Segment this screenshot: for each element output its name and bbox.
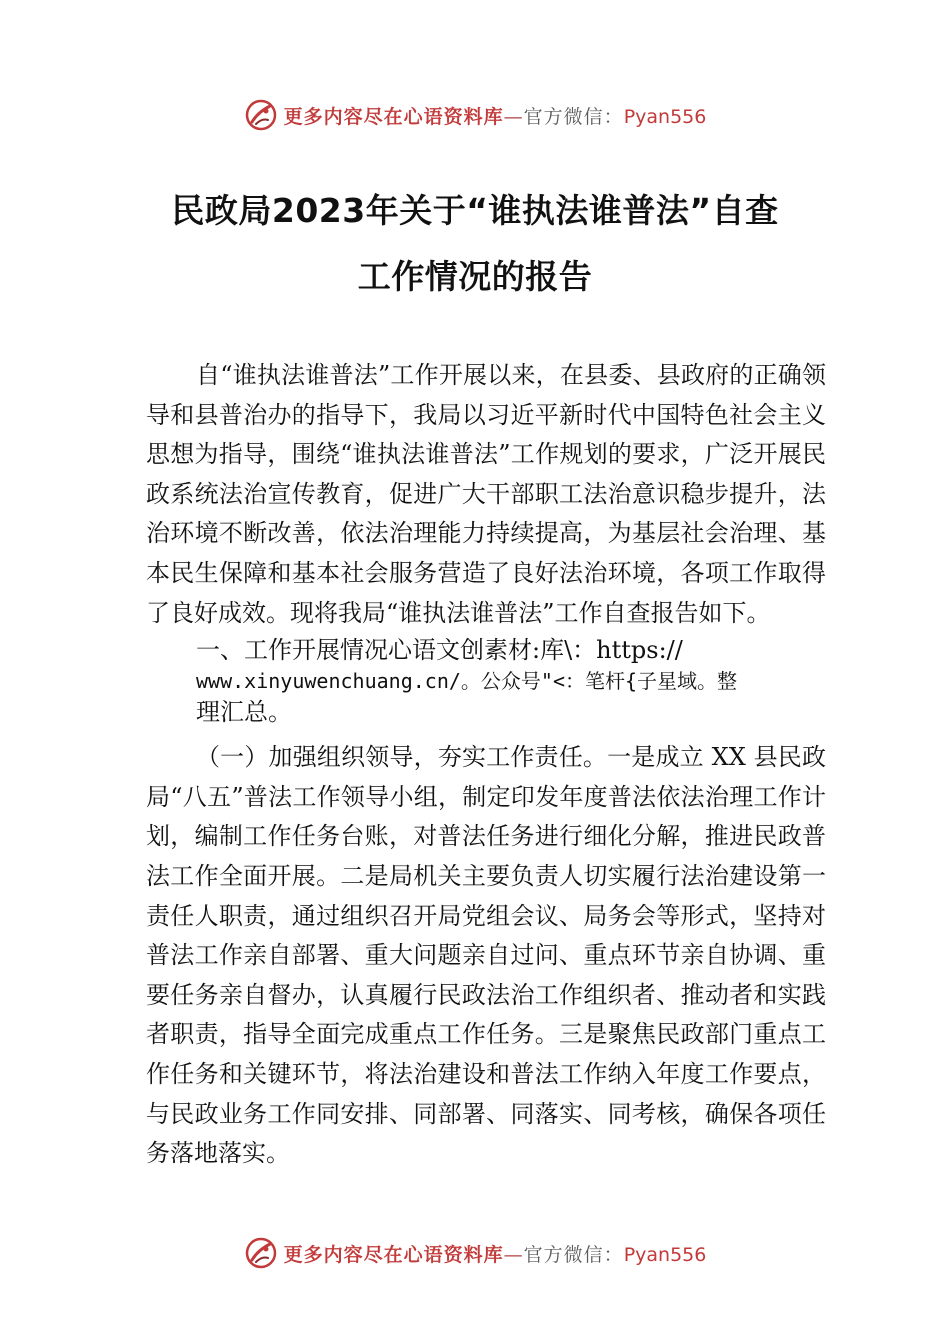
watermark-banner-bottom (0, 1233, 950, 1273)
document-body (146, 356, 826, 1174)
document-title (100, 178, 850, 310)
watermark-text: 更多内容尽在心语资料库—官方微信：Pyan556 (283, 105, 707, 128)
section-heading (146, 635, 826, 728)
section-heading-line-1: 一、工作开展情况心语文创素材:库\：https:// (196, 636, 683, 665)
section-heading-line-2: www.xinyuwenchuang.cn/。公众号"<：笔杆{子星域。整 (196, 669, 738, 694)
watermark-text: 更多内容尽在心语资料库—官方微信：Pyan556 (283, 1243, 707, 1266)
title-line-2: 工作情况的报告 (357, 257, 593, 296)
brand-logo-icon (244, 1236, 278, 1270)
watermark-banner-top (0, 95, 950, 135)
title-line-1: 民政局2023年关于“谁执法谁普法”自查 (171, 191, 779, 230)
section-paragraph: （一）加强组织领导，夯实工作责任。一是成立 XX 县民政局“八五”普法工作领导小组，制定印发年度普法依法治理工作计划，编制工作任务台账，对普法任务进行细化分解，推进民政普法工作全面开展。二是局机关主要负责人切实履行法治建设第一责任人职责，通过组织召开局党组会议、局务会等形式，坚持对普法工作亲自部署、重大问题亲自过问、重点环节亲自协调、重要任务亲自督办，认真履行民政法治工作组织者、推动者和实践者职责，指导全面完成重点工作任务。三是聚焦民政部门重点工作任务和关键环节，将法治建设和普法工作纳入年度工作要点，与民政业务工作同安排、同部署、同落实、同考核，确保各项任务落地落实。 (146, 743, 826, 1168)
section-heading-line-3: 理汇总。 (196, 698, 292, 727)
intro-paragraph: 自“谁执法谁普法”工作开展以来，在县委、县政府的正确领导和县普治办的指导下，我局以习近平新时代中国特色社会主义思想为指导，围绕“谁执法谁普法”工作规划的要求，广泛开展民政系统法治宣传教育，促进广大干部职工法治意识稳步提升，法治环境不断改善，依法治理能力持续提高，为基层社会治理、基本民生保障和基本社会服务营造了良好法治环境，各项工作取得了良好成效。现将我局“谁执法谁普法”工作自查报告如下。 (146, 361, 826, 627)
brand-logo-icon (244, 98, 278, 132)
